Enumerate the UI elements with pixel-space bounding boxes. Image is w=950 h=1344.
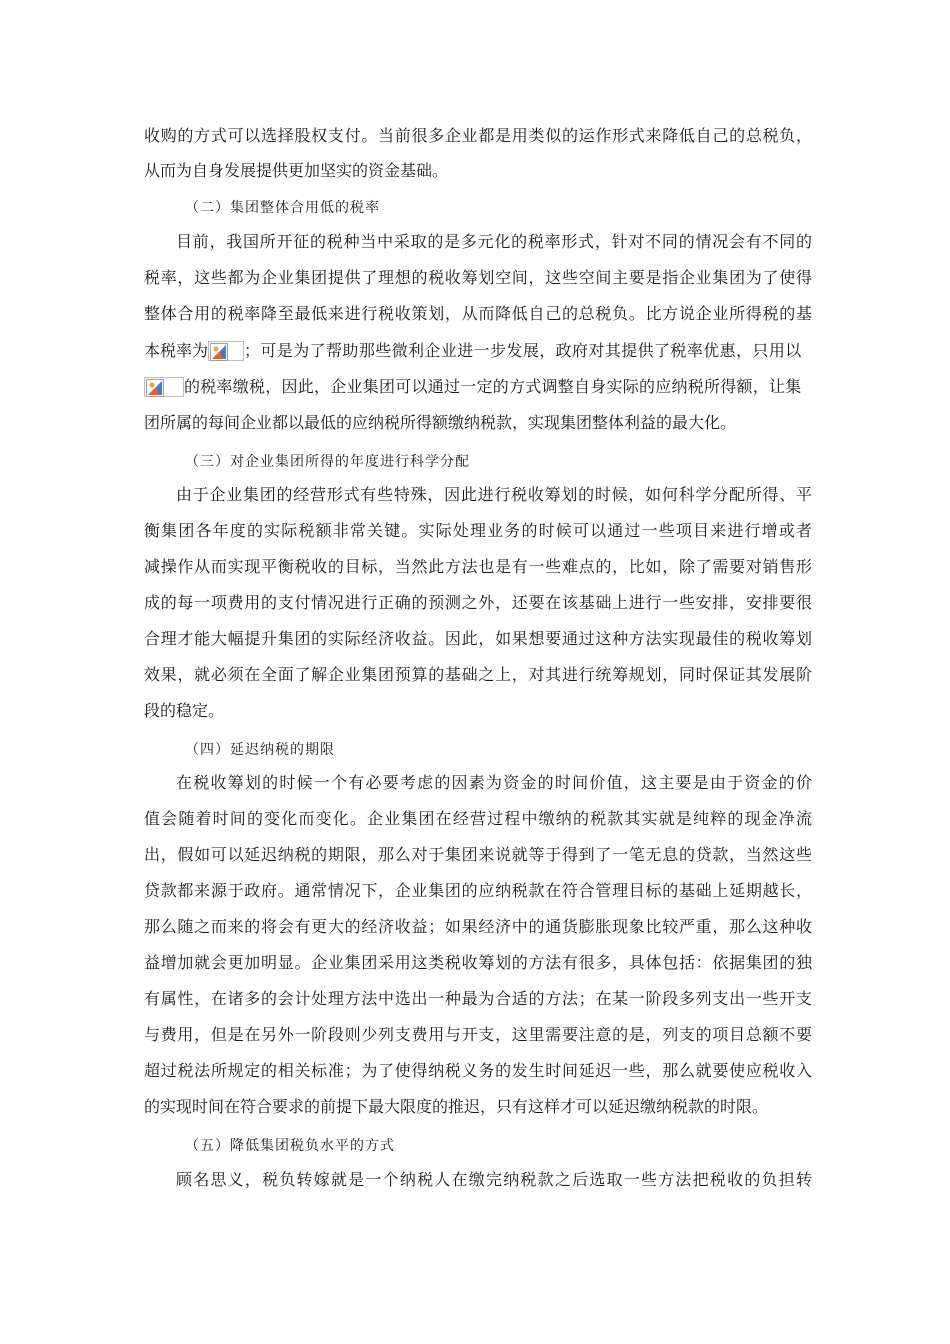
section-heading-2: （二）集团整体合用低的税率: [185, 200, 380, 216]
paragraph-line: 减操作从而实现平衡税收的目标，当然此方法也是有一些难点的，比如，除了需要对销售形: [144, 557, 812, 576]
paragraph-line-with-image: [144, 377, 812, 397]
paragraph-line: 效果，就必须在全面了解企业集团预算的基础之上，对其进行统筹规划，同时保证其发展阶: [144, 665, 812, 684]
paragraph-line: 合理才能大幅提升集团的实际经济收益。因此，如果想要通过这种方法实现最佳的税收筹划: [144, 629, 812, 648]
preferential-rate-image-icon: [144, 377, 184, 397]
paragraph-line: 贷款都来源于政府。通常情况下，企业集团的应纳税款在符合管理目标的基础上延期越长，: [144, 881, 812, 900]
paragraph-line: 整体合用的税率降至最低来进行税收策划，从而降低自己的总税负。比方说企业所得税的基: [144, 304, 812, 323]
paragraph-line: 的实现时间在符合要求的前提下最大限度的推迟，只有这样才可以延迟缴纳税款的时限。: [144, 1097, 769, 1116]
paragraph-line: 段的稳定。: [144, 701, 225, 720]
paragraph-line: 益增加就会更加明显。企业集团采用这类税收筹划的方法有很多，具体包括：依据集团的独: [144, 953, 812, 972]
paragraph-line: 值会随着时间的变化而变化。企业集团在经营过程中缴纳的税款其实就是纯粹的现金净流: [144, 809, 812, 828]
paragraph-line: 出，假如可以延迟纳税的期限，那么对于集团来说就等于得到了一笔无息的贷款，当然这些: [144, 845, 812, 864]
inline-text: 本税率为: [144, 341, 209, 360]
paragraph-line: 税率，这些都为企业集团提供了理想的税收筹划空间，这些空间主要是指企业集团为了使得: [144, 268, 812, 287]
paragraph-line: 目前，我国所开征的税种当中采取的是多元化的税率形式，针对不同的情况会有不同的: [176, 232, 812, 251]
paragraph-line: 由于企业集团的经营形式有些特殊，因此进行税收筹划的时候，如何科学分配所得、平: [176, 485, 812, 504]
section-heading-5: （五）降低集团税负水平的方式: [185, 1138, 395, 1154]
paragraph-line-with-image: [144, 341, 812, 361]
paragraph-line: 从而为自身发展提供更加坚实的资金基础。: [144, 161, 449, 180]
paragraph-line: 顾名思义，税负转嫁就是一个纳税人在缴完纳税款之后选取一些方法把税收的负担转: [176, 1170, 812, 1189]
paragraph-line: 那么随之而来的将会有更大的经济收益；如果经济中的通货膨胀现象比较严重，那么这种收: [144, 917, 812, 936]
paragraph-line: 超过税法所规定的相关标准；为了使得纳税义务的发生时间延迟一些，那么就要使应税收入: [144, 1061, 812, 1080]
paragraph-line: 在税收筹划的时候一个有必要考虑的因素为资金的时间价值，这主要是由于资金的价: [176, 773, 812, 792]
inline-text: ；可是为了帮助那些微利企业进一步发展，政府对其提供了税率优惠，只用以: [244, 341, 802, 360]
paragraph-line: 收购的方式可以选择股权支付。当前很多企业都是用类似的运作形式来降低自己的总税负，: [144, 126, 812, 145]
tax-rate-image-icon: [208, 341, 244, 361]
inline-text: 的税率缴税，因此，企业集团可以通过一定的方式调整自身实际的应纳税所得额，让集: [184, 377, 802, 396]
paragraph-line: 衡集团各年度的实际税额非常关键。实际处理业务的时候可以通过一些项目来进行增或者: [144, 521, 812, 540]
section-heading-3: （三）对企业集团所得的年度进行科学分配: [185, 454, 470, 470]
section-heading-4: （四）延迟纳税的期限: [185, 742, 335, 758]
paragraph-line: 与费用，但是在另外一阶段则少列支费用与开支，这里需要注意的是，列支的项目总额不要: [144, 1025, 812, 1044]
paragraph-line: 成的每一项费用的支付情况进行正确的预测之外，还要在该基础上进行一些安排，安排要很: [144, 593, 812, 612]
paragraph-line: 团所属的每间企业都以最低的应纳税所得额缴纳税款，实现集团整体利益的最大化。: [144, 413, 737, 432]
paragraph-line: 有属性，在诸多的会计处理方法中选出一种最为合适的方法；在某一阶段多列支出一些开支: [144, 989, 812, 1008]
